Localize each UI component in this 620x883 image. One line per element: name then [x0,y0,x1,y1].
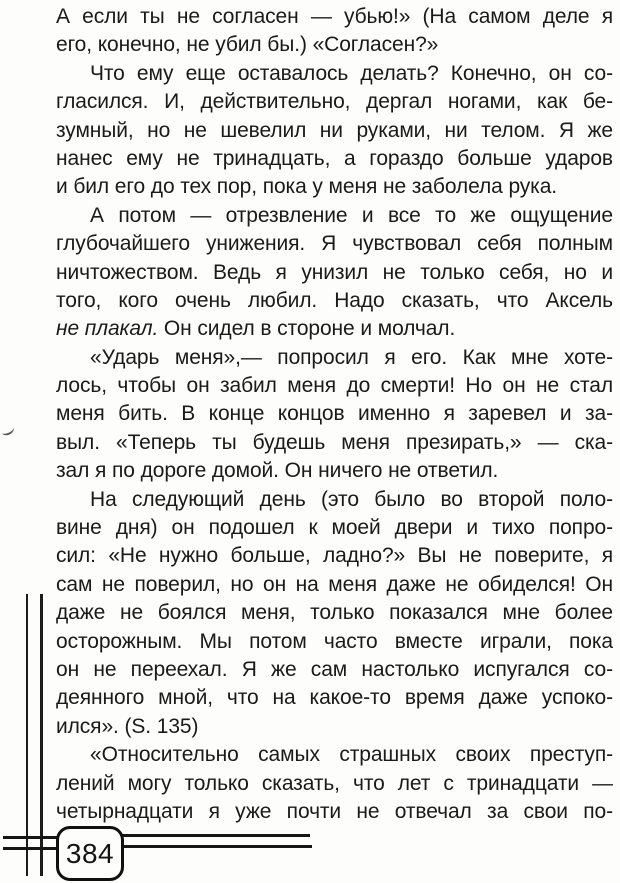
text-line [56,741,613,769]
text-line [56,514,613,542]
footer-rule-right-bottom [122,845,312,848]
text-line [56,400,613,428]
text-line [56,798,613,826]
text-line [56,599,613,627]
text-run: ился». (S. 135) [56,714,199,738]
text-line [56,372,613,400]
text-line [56,713,613,741]
text-run: деянного мной, что на какое-то время даже успоко- [56,686,613,710]
text-line [56,230,613,258]
text-line [56,656,613,684]
text-run: даже не боялся меня, только показался мне более [56,601,613,625]
text-run: А если ты не согласен — убью!» (На самом деле я [56,5,613,28]
text-run: Он сидел в стороне и молчал. [158,317,456,341]
pencil-tick-mark [0,423,15,437]
text-run: нанес ему не тринадцать, а гораздо больше ударов [56,146,613,170]
text-run: осторожным. Мы потом часто вместе играли, пока [56,629,613,653]
text-line [56,202,613,230]
text-run: глубочайшего унижения. Я чувствовал себя полным [56,232,613,256]
page-number: 384 [65,837,115,869]
text-run: Что ему еще оставалось делать? Конечно, он со- [90,61,613,85]
text-run: его, конечно, не убил бы.) «Согласен?» [56,33,439,57]
emphasis-text: не плакал. [56,317,159,341]
text-run: сам не поверил, но он на меня даже не обиделся! Он [56,572,613,596]
text-run: меня бить. В конце концов именно я заревел и за- [56,402,613,426]
text-run: На следующий день (это было во второй поло- [90,487,613,511]
text-run: он не переехал. Я же сам настолько испугался со- [56,657,613,681]
text-run: четырнадцати я уже почти не отвечал за свои по- [56,799,613,823]
text-line [56,259,613,287]
text-line [56,31,613,59]
text-line [56,457,613,485]
text-run: и бил его до тех пор, пока у меня не заболела рука. [56,175,558,199]
footer-rule-left-top [3,836,59,839]
text-run: лось, чтобы он забил меня до смерти! Но он не стал [56,374,613,398]
text-run: сил: «Не нужно больше, ладно?» Вы не поверите, я [56,544,613,568]
text-line [56,429,613,457]
text-line [56,117,613,145]
text-run: зумный, но не шевелил ни руками, ни телом. Я же [56,118,613,142]
text-run: ничтожеством. Ведь я унизил не только себя, но и [56,260,613,284]
footer-rule-left-bottom [3,847,59,850]
text-line [56,3,613,31]
text-line [56,684,613,712]
text-line [56,486,613,514]
text-line [56,571,613,599]
margin-rule-inner [40,594,43,876]
footer-rule-right-top [122,834,310,837]
text-run: гласился. И, действительно, дергал ногами, как бе- [56,90,613,114]
text-line [56,60,613,88]
text-line [56,344,613,372]
text-run: «Ударь меня»,— попросил я его. Как мне хоте- [90,345,613,369]
page-text [56,3,613,826]
text-line [56,145,613,173]
text-run: вине дня) он подошел к моей двери и тихо попро- [56,516,613,540]
text-run: А потом — отрезвление и все то же ощущение [90,203,613,227]
text-line [56,315,613,343]
text-line [56,173,613,201]
margin-rule-outer [26,594,28,876]
text-line [56,287,613,315]
text-line [56,88,613,116]
text-run: выл. «Теперь ты будешь меня презирать,» — ска- [56,430,613,454]
text-line [56,628,613,656]
page-number-box [56,826,124,881]
text-line [56,542,613,570]
text-run: лений могу только сказать, что лет с тринадцати — [56,771,613,795]
text-line [56,770,613,798]
text-run: того, кого очень любил. Надо сказать, что Аксель [56,288,613,312]
text-run: зал я по дороге домой. Он ничего не ответил. [56,459,499,483]
text-run: «Относительно самых страшных своих преступ- [90,743,613,767]
